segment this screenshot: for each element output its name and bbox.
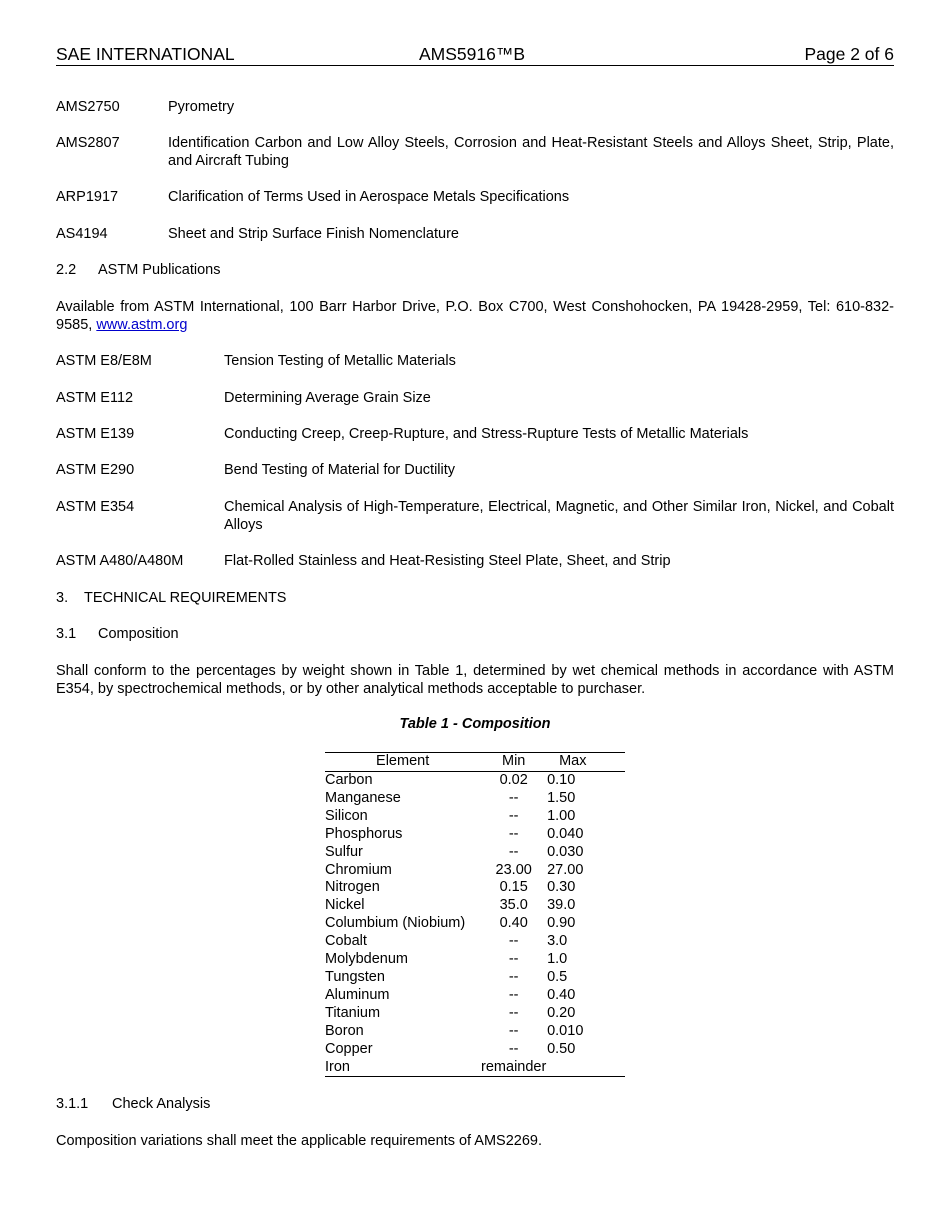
reference-title: Identification Carbon and Low Alloy Steels, Corrosion and Heat-Resistant Steels and Alloys Sheet, Strip, Plate, and Aircraft Tubing [168, 135, 894, 169]
section-title: Check Analysis [112, 1096, 211, 1112]
table-row [325, 1023, 625, 1041]
section-number: 3.1.1 [56, 1096, 89, 1112]
cell-element: Titanium [325, 1004, 381, 1021]
table-body [325, 772, 625, 1077]
astm-availability-paragraph [56, 298, 894, 334]
cell-min: remainder [481, 1058, 547, 1075]
cell-element: Silicon [325, 807, 368, 824]
reference-code: ASTM E8/E8M [56, 353, 152, 369]
reference-ams2750 [56, 98, 894, 116]
reference-title: Flat-Rolled Stainless and Heat-Resisting Steel Plate, Sheet, and Strip [224, 553, 671, 569]
reference-code: ASTM E139 [56, 426, 135, 442]
cell-max: 0.030 [547, 843, 584, 860]
reference-title: Sheet and Strip Surface Finish Nomenclature [168, 226, 459, 242]
cell-max: 0.50 [547, 1040, 576, 1057]
cell-max: 1.00 [547, 807, 576, 824]
table-row [325, 790, 625, 808]
cell-element: Phosphorus [325, 825, 403, 842]
cell-min: -- [508, 825, 519, 842]
table-row [325, 1005, 625, 1023]
cell-max: 0.40 [547, 986, 576, 1003]
cell-min: -- [508, 1004, 519, 1021]
reference-code: ASTM A480/A480M [56, 553, 184, 569]
cell-max: 0.90 [547, 915, 576, 932]
cell-max: 0.040 [547, 825, 584, 842]
cell-element: Manganese [325, 789, 401, 806]
reference-code: AMS2807 [56, 135, 120, 151]
cell-min: -- [508, 986, 519, 1003]
section-title: ASTM Publications [98, 262, 221, 278]
cell-min: -- [508, 1022, 519, 1039]
table-row [325, 951, 625, 969]
table-row [325, 1059, 625, 1077]
cell-min: 23.00 [495, 861, 532, 878]
reference-title: Bend Testing of Material for Ductility [224, 462, 456, 478]
cell-element: Carbon [325, 772, 373, 788]
cell-max: 27.00 [547, 861, 584, 878]
reference-title: Determining Average Grain Size [224, 390, 431, 406]
section-title: Composition [98, 626, 179, 642]
section-3-heading [56, 589, 894, 607]
reference-code: ARP1917 [56, 189, 119, 205]
table-row [325, 862, 625, 880]
section-number: 3.1 [56, 626, 77, 642]
cell-max: 39.0 [547, 897, 576, 914]
check-analysis-paragraph: Composition variations shall meet the applicable requirements of AMS2269. [56, 1133, 543, 1149]
cell-element: Boron [325, 1022, 364, 1039]
cell-element: Tungsten [325, 968, 385, 985]
table-row [325, 915, 625, 933]
section-number: 2.2 [56, 262, 77, 278]
reference-title: Pyrometry [168, 99, 235, 115]
cell-min: -- [508, 789, 519, 806]
reference-astm-e290 [56, 461, 894, 479]
reference-ams2807 [56, 134, 894, 170]
reference-code: ASTM E112 [56, 390, 134, 406]
astm-availability-text: Available from ASTM International, 100 Barr Harbor Drive, P.O. Box C700, West Conshohocken, PA 19428-2959, Tel: 610-832-9585, [56, 299, 894, 333]
cell-max [547, 1059, 625, 1077]
cell-element: Chromium [325, 861, 392, 878]
cell-max: 0.20 [547, 1004, 576, 1021]
reference-code: AMS2750 [56, 99, 120, 115]
reference-code: ASTM E290 [56, 462, 135, 478]
cell-max: 1.0 [547, 951, 568, 968]
table-row [325, 987, 625, 1005]
cell-element: Nitrogen [325, 879, 380, 896]
reference-title: Conducting Creep, Creep-Rupture, and Stress-Rupture Tests of Metallic Materials [224, 426, 749, 442]
reference-astm-e139 [56, 425, 894, 443]
reference-title: Chemical Analysis of High-Temperature, Electrical, Magnetic, and Other Similar Iron, Nickel, and Cobalt Alloys [224, 499, 894, 533]
reference-arp1917 [56, 188, 894, 206]
reference-title: Clarification of Terms Used in Aerospace Metals Specifications [168, 189, 570, 205]
table-row [325, 969, 625, 987]
section-2-2-heading [56, 261, 894, 279]
cell-element: Cobalt [325, 933, 367, 950]
section-3-1-1-heading [56, 1095, 894, 1113]
cell-max: 1.50 [547, 789, 576, 806]
cell-element: Sulfur [325, 843, 363, 860]
reference-astm-e354 [56, 498, 894, 534]
cell-max: 0.010 [547, 1022, 584, 1039]
table-row [325, 1041, 625, 1059]
reference-astm-e8 [56, 352, 894, 370]
section-3-1-heading [56, 625, 894, 643]
composition-paragraph: Shall conform to the percentages by weight shown in Table 1, determined by wet chemical methods in accordance with ASTM E354, by spectrochemical methods, or by other analytical methods acceptable to purchaser. [56, 663, 894, 697]
cell-min: 0.40 [499, 915, 528, 932]
reference-code: ASTM E354 [56, 499, 135, 515]
section-number: 3. [56, 590, 69, 606]
header-spec-number: AMS5916™B [419, 44, 526, 64]
table-row [325, 772, 625, 790]
column-header-min: Min [501, 753, 526, 770]
astm-website-link[interactable]: www.astm.org [96, 317, 188, 333]
reference-code: AS4194 [56, 226, 108, 242]
cell-max: 0.30 [547, 879, 576, 896]
column-header-element: Element [376, 753, 430, 770]
cell-max: 3.0 [547, 933, 568, 950]
column-header-max: Max [559, 753, 587, 770]
table-row [325, 826, 625, 844]
cell-element: Molybdenum [325, 951, 409, 968]
composition-table [325, 752, 625, 1077]
reference-astm-a480 [56, 552, 894, 570]
section-title: TECHNICAL REQUIREMENTS [84, 590, 287, 606]
cell-min: -- [508, 807, 519, 824]
page-header [56, 43, 894, 66]
cell-min: -- [508, 1040, 519, 1057]
cell-element: Copper [325, 1040, 373, 1057]
table-row [325, 897, 625, 915]
cell-element: Nickel [325, 897, 365, 914]
cell-min: 0.02 [499, 772, 528, 788]
table-title: Table 1 - Composition [399, 716, 551, 732]
reference-title: Tension Testing of Metallic Materials [224, 353, 456, 369]
reference-as4194 [56, 225, 894, 243]
cell-min: -- [508, 968, 519, 985]
cell-element: Aluminum [325, 986, 390, 1003]
cell-min: 35.0 [499, 897, 528, 914]
cell-max: 0.10 [547, 772, 576, 788]
table-row [325, 933, 625, 951]
table-row [325, 879, 625, 897]
header-publisher: SAE INTERNATIONAL [56, 44, 235, 64]
cell-min: -- [508, 951, 519, 968]
cell-min: -- [508, 843, 519, 860]
cell-element: Iron [325, 1058, 350, 1075]
cell-max: 0.5 [547, 968, 568, 985]
cell-min: 0.15 [499, 879, 528, 896]
cell-min: -- [508, 933, 519, 950]
header-page-number: Page 2 of 6 [804, 44, 894, 64]
reference-astm-e112 [56, 389, 894, 407]
table-header-row [325, 753, 625, 772]
table-row [325, 808, 625, 826]
table-row [325, 844, 625, 862]
cell-element: Columbium (Niobium) [325, 915, 466, 932]
